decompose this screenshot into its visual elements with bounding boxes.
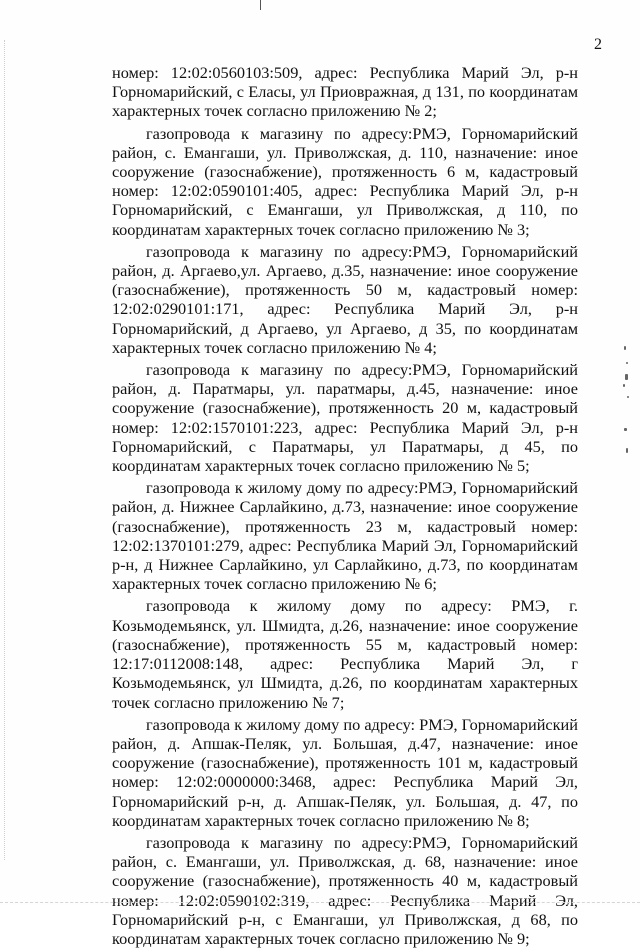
paragraph-appendix-4: газопровода к магазину по адресу:РМЭ, Горномарийский район, д. Аргаево,ул. Аргаево, д.35, назначение: иное сооружение (газоснабжение), протяженность 50 м, кадастровый номер: 12:02:0290101:171, адрес: Республика Марий Эл, р-н Горномарийский, д Аргаево, ул Аргаево, д 35, по координатам характерных точек согласно приложению № 4; [112, 241, 578, 357]
paragraph-appendix-5: газопровода к магазину по адресу:РМЭ, Горномарийский район, д. Паратмары, ул. паратмары, д.45, назначение: иное сооружение (газоснабжение), протяженность 20 м, кадастровый номер: 12:02:1570101:223, адрес: Республика Марий Эл, р-н Горномарийский, с Паратмары, ул Паратмары, д 45, по координатам характерных точек согласно приложению № 5; [112, 360, 578, 476]
paragraph-appendix-8: газопровода к жилому дому по адресу: РМЭ, Горномарийский район, д. Апшак-Пеляк, ул. Большая, д.47, назначение: иное сооружение (газоснабжение), протяженность 101 м, кадастровый номер: 12:02:0000000:3468, адрес: Республика Марий Эл, Горномарийский р-н, д. Апшак-Пеляк, ул. Большая, д. 47, по координатам характерных точек согласно приложению № 8; [112, 714, 578, 830]
scan-top-mark [260, 0, 261, 10]
paragraph-continuation: номер: 12:02:0560103:509, адрес: Республика Марий Эл, р-н Горномарийский, с Еласы, ул Приовражная, д 131, по координатам характерных точек согласно приложению № 2; [112, 63, 578, 121]
paragraph-appendix-9: газопровода к магазину по адресу:РМЭ, Горномарийский район, с. Емангаши, ул. Приволжская, д. 68, назначение: иное сооружение (газоснабжение), протяженность 40 м, кадастровый номер: 12:02:0590102:319, адрес: Республика Марий Эл, Горномарийский р-н, с Емангаши, ул Приволжская, д 68, по координатам характерных точек согласно приложению № 9; [112, 832, 578, 948]
scan-noise-marks [618, 340, 634, 460]
paragraph-appendix-6: газопровода к жилому дому по адресу:РМЭ, Горномарийский район, д. Нижнее Сарлайкино, д.73, назначение: иное сооружение (газоснабжение), протяженность 23 м, кадастровый номер: 12:02:1370101:279, адрес: Республика Марий Эл, Горномарийский р-н, д Нижнее Сарлайкино, ул Сарлайкино, д.73, по координатам характерных точек согласно приложению № 6; [112, 478, 578, 594]
paragraph-appendix-7: газопровода к жилому дому по адресу: РМЭ, г. Козьмодемьянск, ул. Шмидта, д.26, назначение: иное сооружение (газоснабжение), протяженность 55 м, кадастровый номер: 12:17:0112008:148, адрес: Республика Марий Эл, г Козьмодемьянск, ул Шмидта, д.26, по координатам характерных точек согласно приложению № 7; [112, 596, 578, 712]
page-number: 2 [594, 36, 602, 53]
scan-edge-mark [4, 40, 7, 860]
document-body [112, 63, 578, 951]
paragraph-appendix-3: газопровода к магазину по адресу:РМЭ, Горномарийский район, с. Емангаши, ул. Приволжская, д. 110, назначение: иное сооружение (газоснабжение), протяженность 6 м, кадастровый номер: 12:02:0590101:405, адрес: Республика Марий Эл, р-н Горномарийский, с Емангаши, ул Приволжская, д 110, по координатам характерных точек согласно приложению № 3; [112, 123, 578, 239]
